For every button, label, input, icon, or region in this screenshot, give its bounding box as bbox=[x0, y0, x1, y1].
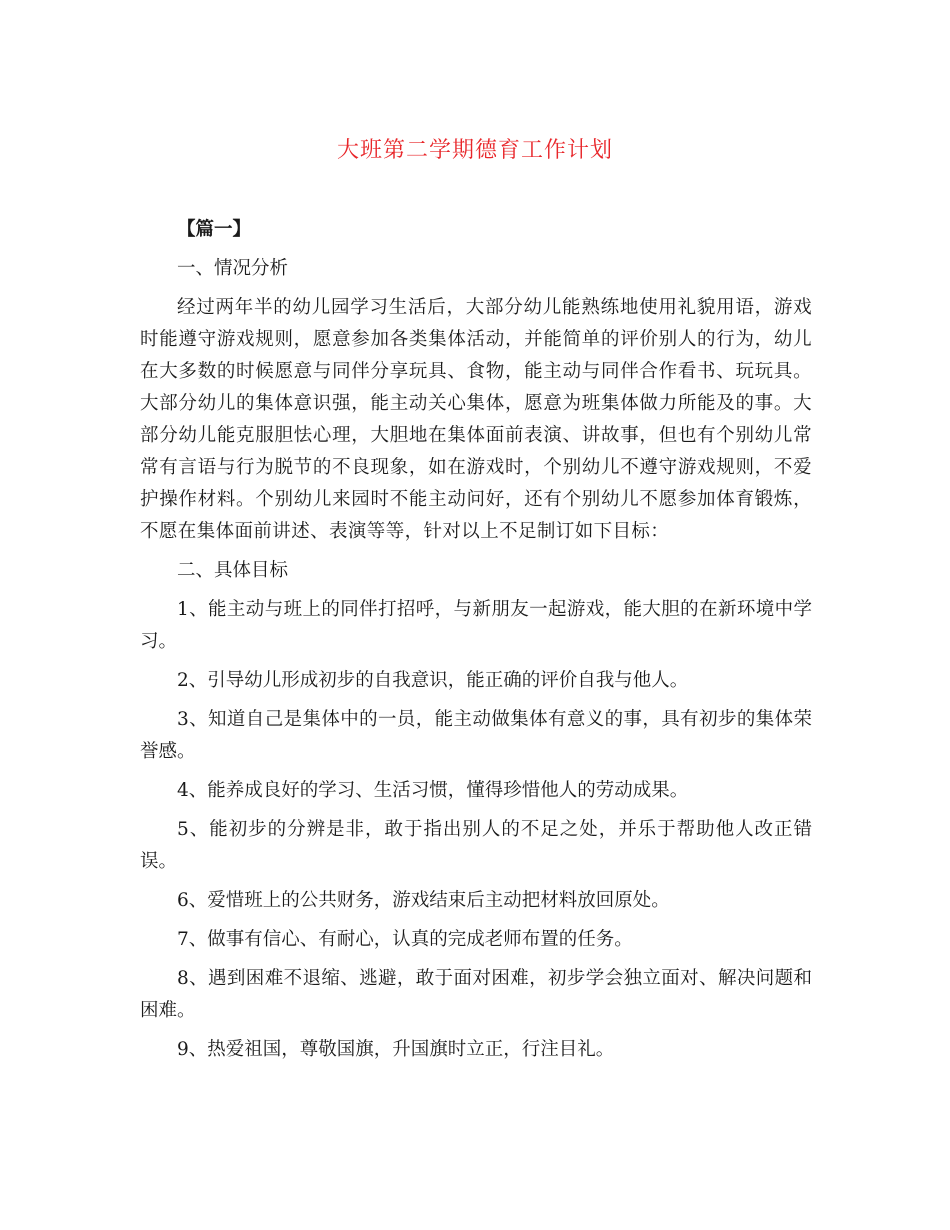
section-label: 【篇一】 bbox=[177, 219, 252, 240]
goal-item: 3、知道自己是集体中的一员，能主动做集体有意义的事，具有初步的集体荣誉感。 bbox=[140, 709, 812, 762]
goal-item: 6、爱惜班上的公共财务，游戏结束后主动把材料放回原处。 bbox=[177, 890, 670, 911]
goal-item: 9、热爱祖国，尊敬国旗，升国旗时立正，行注目礼。 bbox=[177, 1039, 615, 1060]
goal-item: 7、做事有信心、有耐心，认真的完成老师布置的任务。 bbox=[177, 929, 633, 950]
section-heading-analysis: 一、情况分析 bbox=[177, 258, 289, 279]
analysis-paragraph: 经过两年半的幼儿园学习生活后，大部分幼儿能熟练地使用礼貌用语，游戏时能遵守游戏规则，愿意参加各类集体活动，并能简单的评价别人的行为，幼儿在大多数的时候愿意与同伴分享玩具、食物，能主动与同伴合作看书、玩玩具。大部分幼儿的集体意识强，能主动关心集体，愿意为班集体做力所能及的事。大部分幼儿能克服胆怯心理，大胆地在集体面前表演、讲故事，但也有个别幼儿常常有言语与行为脱节的不良现象，如在游戏时，个别幼儿不遵守游戏规则，不爱护操作材料。个别幼儿来园时不能主动问好，还有个别幼儿不愿参加体育锻炼，不愿在集体面前讲述、表演等等，针对以上不足制订如下目标： bbox=[140, 297, 812, 542]
goal-item: 1、能主动与班上的同伴打招呼，与新朋友一起游戏，能大胆的在新环境中学习。 bbox=[140, 599, 812, 652]
goal-item: 5、能初步的分辨是非，敢于指出别人的不足之处，并乐于帮助他人改正错误。 bbox=[140, 819, 812, 872]
goal-item: 8、遇到困难不退缩、逃避，敢于面对困难，初步学会独立面对、解决问题和困难。 bbox=[140, 968, 812, 1021]
goal-item: 2、引导幼儿形成初步的自我意识，能正确的评价自我与他人。 bbox=[177, 670, 689, 691]
document-body bbox=[140, 214, 812, 1073]
section-heading-goals: 二、具体目标 bbox=[177, 560, 289, 581]
goal-item: 4、能养成良好的学习、生活习惯，懂得珍惜他人的劳动成果。 bbox=[177, 780, 689, 801]
document-title: 大班第二学期德育工作计划 bbox=[336, 138, 613, 163]
